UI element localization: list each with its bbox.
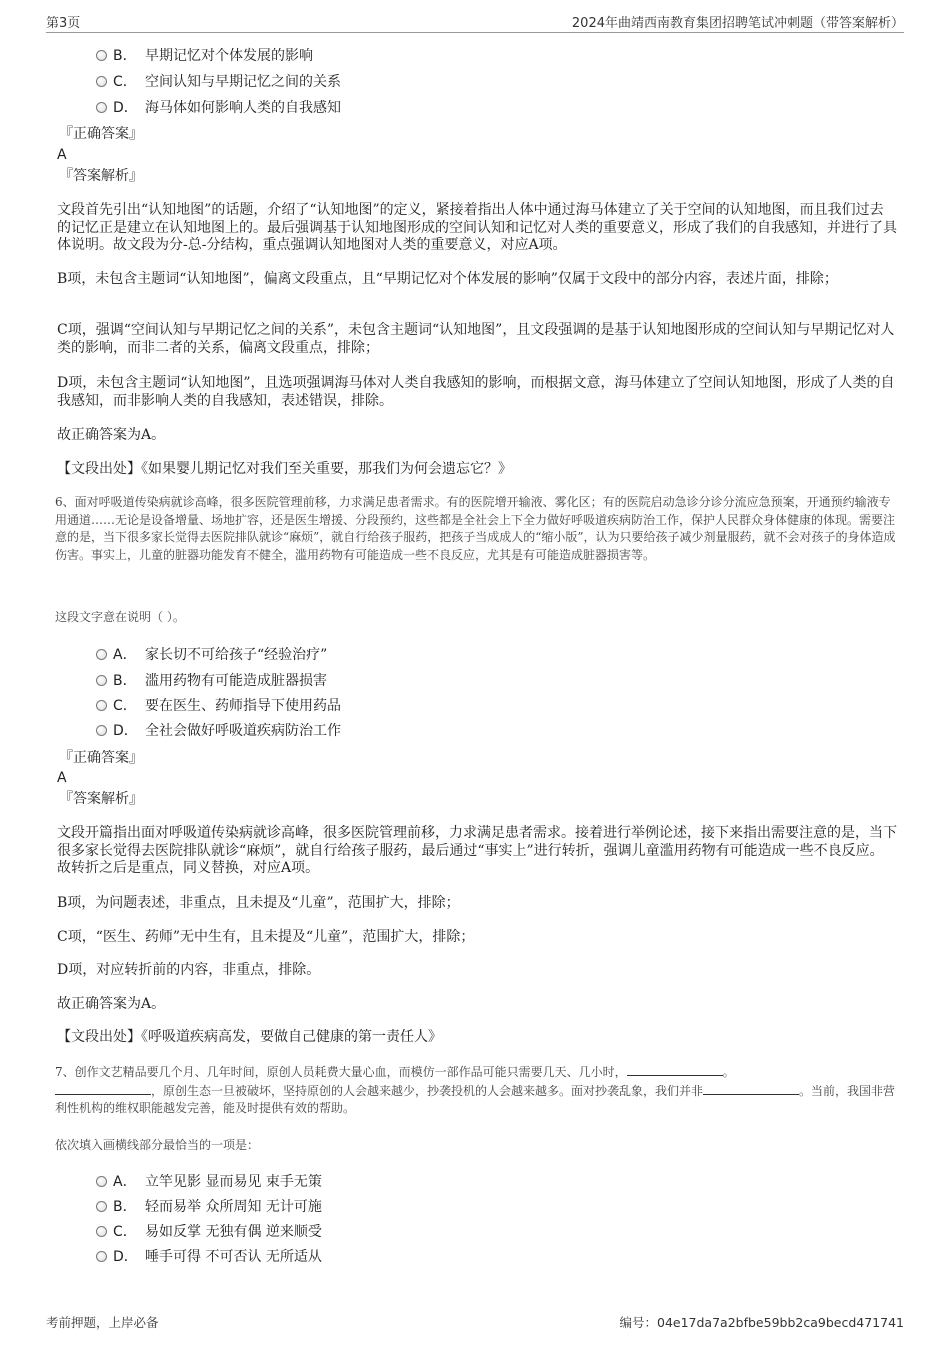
page-footer — [46, 1313, 904, 1331]
q7-option-c[interactable]: C． 易如反掌 无独有偶 逆来顺受 — [96, 1222, 322, 1242]
q6-analysis-para: 故正确答案为A。 — [57, 996, 166, 1012]
radio-icon[interactable] — [96, 675, 107, 686]
q5-source: 【文段出处】《如果婴儿期记忆对我们至关重要，那我们为何会遗忘它？》 — [57, 461, 512, 477]
document-title: 2024年曲靖西南教育集团招聘笔试冲刺题（带答案解析） — [571, 16, 904, 31]
q6-option-b[interactable]: B． 滥用药物有可能造成脏器损害 — [96, 671, 327, 691]
q5-option-b[interactable]: B． 早期记忆对个体发展的影响 — [96, 46, 313, 66]
radio-icon[interactable] — [96, 1226, 107, 1237]
q6-analysis-label: 『答案解析』 — [59, 791, 143, 807]
fill-blank-1[interactable] — [627, 1063, 723, 1076]
page-header — [46, 10, 904, 33]
radio-icon[interactable] — [96, 1176, 107, 1187]
radio-icon[interactable] — [96, 102, 107, 113]
radio-icon[interactable] — [96, 649, 107, 660]
q6-option-c[interactable]: C． 要在医生、药师指导下使用药品 — [96, 696, 341, 716]
q7-stem: 7、创作文艺精品要几个月、几年时间，原创人员耗费大量心血，而模仿一部作品可能只需要几天、几小时， 。 ，原创生态一旦被破坏，坚持原创的人会越来越少，抄袭投机的人会越来越多。面对抄袭乱象，我们并非 。当前，我国非营利性机构的维权职能越发完善，能及时提供有效的帮助。 — [55, 1065, 896, 1116]
q6-analysis-para: C项，“医生、药师”无中生有，且未提及“儿童”，范围扩大，排除； — [57, 929, 475, 945]
q5-analysis-label: 『答案解析』 — [59, 168, 143, 184]
q5-analysis-para: 故正确答案为A。 — [57, 427, 166, 443]
q5-analysis-para: C项，强调“空间认知与早期记忆之间的关系”，未包含主题词“认知地图”，且文段强调的是基于认知地图形成的空间认知与早期记忆对人类的影响，而非二者的关系，偏离文段重点，排除； — [57, 322, 895, 356]
q7-option-d[interactable]: D． 唾手可得 不可否认 无所适从 — [96, 1247, 322, 1267]
q6-option-d[interactable]: D． 全社会做好呼吸道疾病防治工作 — [96, 721, 341, 741]
q7-question: 依次填入画横线部分最恰当的一项是： — [55, 1138, 260, 1152]
fill-blank-2[interactable] — [55, 1082, 151, 1095]
radio-icon[interactable] — [96, 1251, 107, 1262]
q7-option-b[interactable]: B． 轻而易举 众所周知 无计可施 — [96, 1197, 322, 1217]
q6-answer: A — [57, 770, 67, 786]
fill-blank-3[interactable] — [703, 1082, 799, 1095]
q6-analysis-para: D项，对应转折前的内容，非重点，排除。 — [57, 962, 321, 978]
q6-analysis-para: 文段开篇指出面对呼吸道传染病就诊高峰，很多医院管理前移，力求满足患者需求。接着进行举例论述，接下来指出需要注意的是，当下很多家长觉得去医院排队就诊“麻烦”，就自行给孩子服药，最后通过“事实上”进行转折，强调儿童滥用药物有可能造成一些不良反应。故转折之后是重点，同义替换，对应A项。 — [57, 825, 897, 876]
q6-option-a[interactable]: A． 家长切不可给孩子“经验治疗” — [96, 645, 327, 665]
q7-option-a[interactable]: A． 立竿见影 显而易见 束手无策 — [96, 1172, 322, 1192]
q5-option-d[interactable]: D． 海马体如何影响人类的自我感知 — [96, 98, 341, 118]
page-number: 第3页 — [46, 16, 81, 31]
radio-icon[interactable] — [96, 1201, 107, 1212]
q6-answer-label: 『正确答案』 — [59, 750, 143, 766]
q6-analysis-para: B项，为问题表述，非重点，且未提及“儿童”，范围扩大，排除； — [57, 895, 460, 911]
q5-answer: A — [57, 147, 67, 163]
footer-code: 编号：04e17da7a2bfbe59bb2ca9becd471741 — [619, 1315, 904, 1330]
radio-icon[interactable] — [96, 76, 107, 87]
q5-answer-label: 『正确答案』 — [59, 126, 143, 142]
radio-icon[interactable] — [96, 725, 107, 736]
radio-icon[interactable] — [96, 50, 107, 61]
q6-source: 【文段出处】《呼吸道疾病高发，要做自己健康的第一责任人》 — [57, 1029, 442, 1045]
q5-option-c[interactable]: C． 空间认知与早期记忆之间的关系 — [96, 72, 341, 92]
q6-stem: 6、面对呼吸道传染病就诊高峰，很多医院管理前移，力求满足患者需求。有的医院增开输液、雾化区；有的医院启动急诊分诊分流应急预案，开通预约输液专用通道……无论是设备增量、场地扩容，还是医生增援、分段预约，这些都是全社会上下全力做好呼吸道疾病防治工作，保护人民群众身体健康的体现。需要注意的是，当下很多家长觉得去医院排队就诊“麻烦”，就自行给孩子服药，把孩子当成成人的“缩小版”，认为只要给孩子减少剂量服药，就不会对孩子的身体造成伤害。事实上，儿童的脏器功能发育不健全，滥用药物有可能造成一些不良反应，尤其是有可能造成脏器损害等。 — [55, 495, 896, 562]
q5-analysis-para: 文段首先引出“认知地图”的话题，介绍了“认知地图”的定义，紧接着指出人体中通过海马体建立了关于空间的认知地图，而且我们过去的记忆正是建立在认知地图上的。最后强调基于认知地图形成的空间认知和记忆对人类的重要意义，形成了我们的自我感知，并进行了具体说明。故文段为分-总-分结构，重点强调认知地图对人类的重要意义，对应A项。 — [57, 202, 897, 253]
radio-icon[interactable] — [96, 700, 107, 711]
q6-question: 这段文字意在说明（ ）。 — [55, 610, 185, 624]
footer-slogan: 考前押题，上岸必备 — [46, 1315, 159, 1330]
q5-analysis-para: B项，未包含主题词“认知地图”，偏离文段重点，且“早期记忆对个体发展的影响”仅属于文段中的部分内容，表述片面，排除； — [57, 271, 838, 287]
q5-analysis-para: D项，未包含主题词“认知地图”，且选项强调海马体对人类自我感知的影响，而根据文意，海马体建立了空间认知地图，形成了人类的自我感知，而非影响人类的自我感知，表述错误，排除。 — [57, 375, 895, 409]
